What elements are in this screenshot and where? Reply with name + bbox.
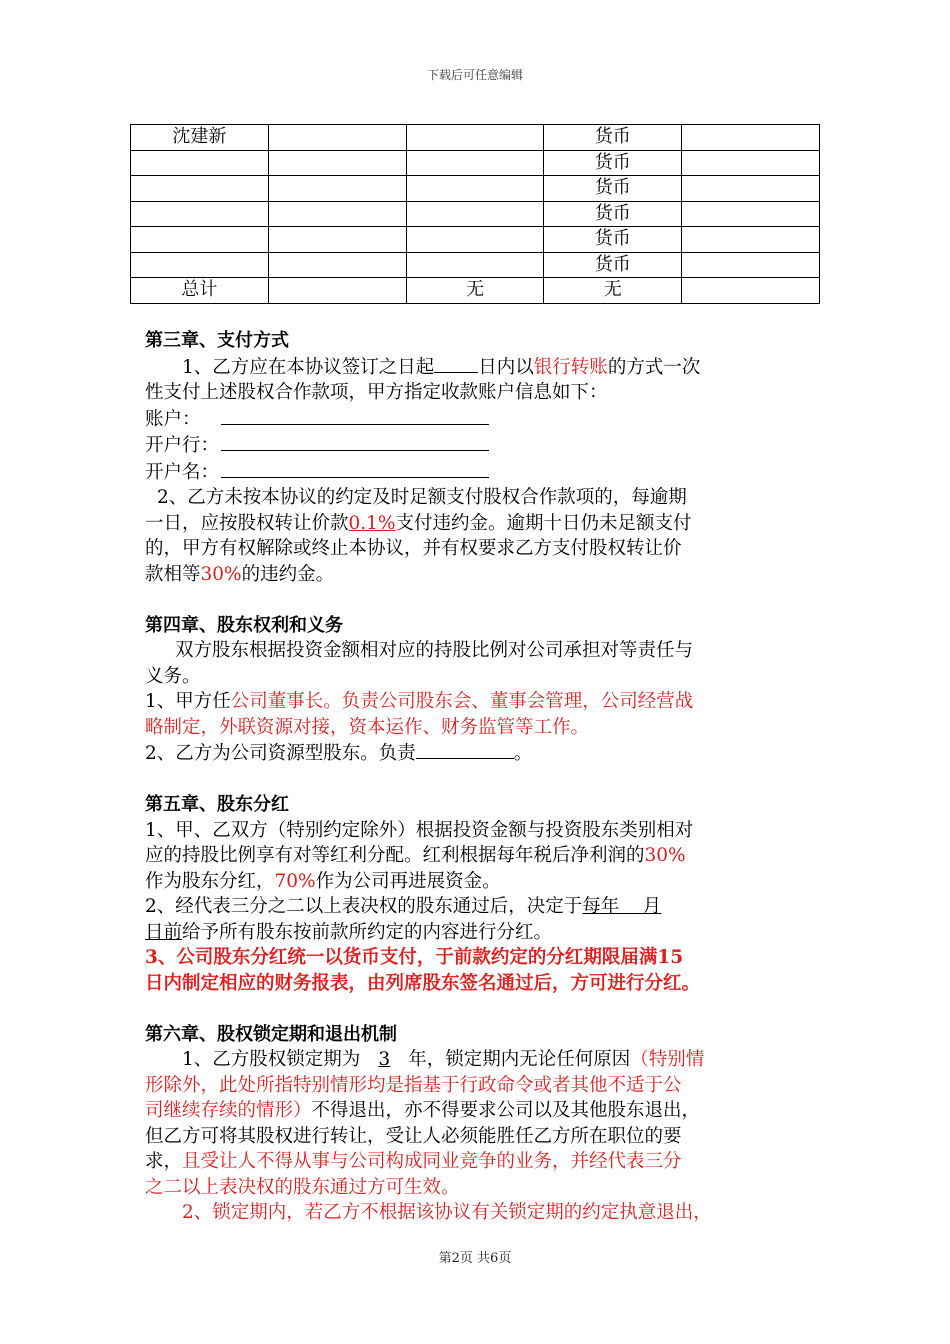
ch5-para1-line3: 作为股东分红，70%作为公司再进展资金。 [145,870,501,892]
ch3-para2-line2: 一日，应按股权转让价款0.1%支付违约金。逾期十日仍未足额支付 [145,512,692,534]
ch5-para3-line2: 日内制定相应的财务报表，由列席股东签名通过后，方可进行分红。 [145,972,701,994]
table-cell: 货币 [544,125,682,151]
ch4-para1-line1: 双方股东根据投资金额相对应的持股比例对公司承担对等责任与 [175,640,694,661]
ch6-para1-line2: 形除外，此处所指特别情形均是指基于行政命令或者其他不适于公 [145,1074,682,1096]
ch5-para2-line1: 2、经代表三分之二以上表决权的股东通过后，决定于每年 月 [145,896,662,917]
table-cell [682,176,820,202]
ch5-para2-line2: 日前给予所有股东按前款所约定的内容进行分红。 [145,921,553,943]
ch6-para2-line1: 2、锁定期内，若乙方不根据该协议有关锁定期的约定执意退出， [182,1202,712,1223]
ch4-para1-line2: 义务。 [145,665,201,687]
table-cell [131,227,269,253]
ch6-para1-line1: 1、乙方股权锁定期为 3 年，锁定期内无论任何原因（特别情 [182,1049,705,1070]
table-cell [682,201,820,227]
table-row [131,201,820,227]
table-cell [268,125,406,151]
ch4-para2-line2: 略制定，外联资源对接，资本运作、财务监管等工作。 [145,716,590,738]
table-cell [682,252,820,278]
table-cell [268,176,406,202]
ch5-para3-line1: 3、公司股东分红统一以货币支付，于前款约定的分红期限届满15 [145,947,684,968]
page-header: 下载后可任意编辑 [426,68,523,82]
table-cell [406,201,544,227]
table-cell [131,150,269,176]
table-cell [682,150,820,176]
table-cell [682,125,820,151]
table-cell: 货币 [544,252,682,278]
ch4-para2-line1: 1、甲方任公司董事长。负责公司股东会、董事会管理，公司经营战 [145,691,694,712]
chapter-4-title: 第四章、股东权利和义务 [145,614,343,636]
table-row [131,278,820,304]
shareholder-table [130,124,820,304]
table-cell [131,176,269,202]
table-cell: 沈建新 [131,125,269,151]
ch6-para1-line5: 求，且受让人不得从事与公司构成同业竞争的业务，并经代表三分 [145,1151,682,1172]
table-row [131,176,820,202]
table-cell: 货币 [544,201,682,227]
ch6-para1-line3: 司继续存续的情形）不得退出，亦不得要求公司以及其他股东退出， [145,1100,701,1121]
table-cell: 无 [544,278,682,304]
table-cell [131,201,269,227]
document-body [145,328,810,1226]
table-cell [406,227,544,253]
table-cell [268,252,406,278]
table-cell: 货币 [544,227,682,253]
table-cell [268,227,406,253]
chapter-6-title: 第六章、股权锁定期和退出机制 [145,1023,397,1045]
table-cell [131,252,269,278]
table-cell [682,227,820,253]
page-footer: 第2页 共6页 [438,1251,512,1266]
table-row [131,252,820,278]
ch4-para3: 2、乙方为公司资源型股东。负责 。 [145,740,810,767]
table-cell [268,150,406,176]
table-cell [406,150,544,176]
name-field: 开户名： [145,459,810,486]
bank-field: 开户行： [145,432,810,459]
table-cell: 无 [406,278,544,304]
ch3-para1-line1: 1、乙方应在本协议签订之日起 日内以银行转账的方式一次 [145,354,810,381]
table-cell [406,125,544,151]
ch3-para2-line1: 2、乙方未按本协议的约定及时足额支付股权合作款项的，每逾期 [157,487,687,508]
table-cell: 总计 [131,278,269,304]
ch6-para1-line6: 之二以上表决权的股东通过方可生效。 [145,1176,460,1198]
table-row [131,150,820,176]
ch5-para1-line2: 应的持股比例享有对等红利分配。红利根据每年税后净利润的30% [145,845,686,866]
table-cell [406,176,544,202]
ch6-para1-line4: 但乙方可将其股权进行转让，受让人必须能胜任乙方所在职位的要 [145,1125,682,1147]
table-cell: 货币 [544,150,682,176]
ch3-para2-line4: 款相等30%的违约金。 [145,563,335,585]
table-row [131,125,820,151]
table-cell [682,278,820,304]
table-row [131,227,820,253]
table-cell: 货币 [544,176,682,202]
table-cell [268,278,406,304]
ch3-para1-line2: 性支付上述股权合作款项，甲方指定收款账户信息如下： [145,382,608,403]
chapter-3-title: 第三章、支付方式 [145,330,289,351]
chapter-5-title: 第五章、股东分红 [145,794,289,815]
table-cell [268,201,406,227]
table-cell [406,252,544,278]
ch5-para1-line1: 1、甲、乙双方（特别约定除外）根据投资金额与投资股东类别相对 [145,819,694,841]
ch3-para2-line3: 的，甲方有权解除或终止本协议，并有权要求乙方支付股权转让价 [145,538,682,559]
account-field: 账户： [145,406,810,433]
